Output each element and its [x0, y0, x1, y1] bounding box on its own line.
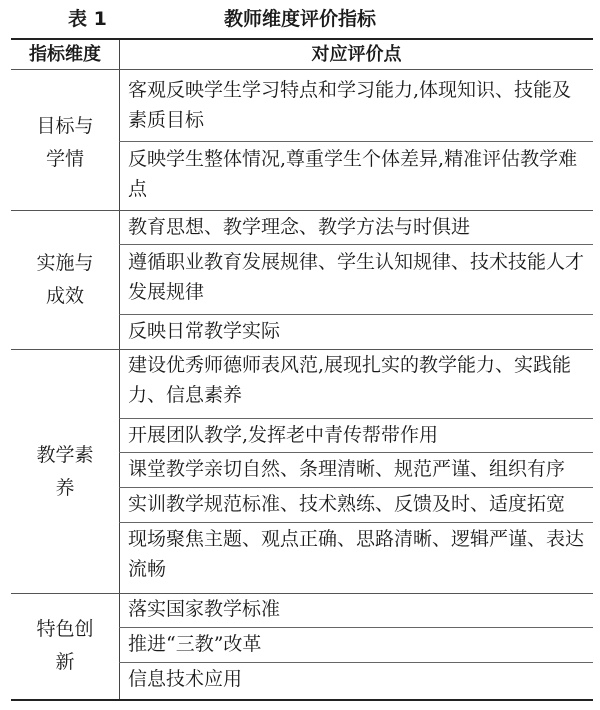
evaluation-point: 遵循职业教育发展规律、学生认知规律、技术技能人才发展规律 [128, 251, 585, 303]
row-divider [119, 627, 593, 628]
evaluation-table [11, 38, 593, 701]
dimension-label: 实施与成效 [36, 252, 94, 307]
evaluation-point: 建设优秀师德师表风范,展现扎实的教学能力、实践能力、信息素养 [128, 354, 572, 406]
evaluation-point: 反映日常教学实际 [128, 320, 281, 342]
evaluation-point: 落实国家教学标准 [128, 598, 281, 620]
header-points: 对应评价点 [311, 44, 402, 65]
table-number: 表 1 [68, 8, 107, 30]
evaluation-point: 教育思想、教学理念、教学方法与时俱进 [128, 216, 471, 238]
dimension-cell [11, 211, 119, 349]
row-divider [119, 244, 593, 245]
row-divider [119, 141, 593, 142]
evaluation-point: 开展团队教学,发挥老中青传帮带作用 [128, 424, 439, 446]
table-title: 教师维度评价指标 [223, 8, 376, 30]
dimension-label: 目标与学情 [36, 115, 94, 170]
dimension-label: 教学素养 [36, 443, 94, 499]
dimension-cell [11, 350, 119, 593]
row-divider [119, 522, 593, 523]
row-divider [119, 418, 593, 419]
evaluation-point: 现场聚焦主题、观点正确、思路清晰、逻辑严谨、表达流畅 [128, 528, 585, 580]
table-caption [0, 0, 600, 36]
dimension-cell [11, 594, 119, 698]
evaluation-point: 实训教学规范标准、技术熟练、反馈及时、适度拓宽 [128, 493, 566, 515]
dimension-cell [11, 70, 119, 216]
evaluation-point: 信息技术应用 [128, 668, 243, 690]
row-divider [119, 662, 593, 663]
dimension-label: 特色创新 [36, 618, 94, 673]
bottom-rule [11, 699, 593, 701]
header-dimension: 指标维度 [29, 44, 101, 65]
evaluation-point: 反映学生整体情况,尊重学生个体差异,精准评估教学难点 [128, 148, 578, 200]
row-divider [119, 487, 593, 488]
evaluation-point: 客观反映学生学习特点和学习能力,体现知识、技能及素质目标 [128, 79, 572, 131]
evaluation-point: 课堂教学亲切自然、条理清晰、规范严谨、组织有序 [128, 458, 566, 480]
column-divider [119, 40, 120, 699]
row-divider [119, 314, 593, 315]
row-divider [119, 452, 593, 453]
evaluation-point: 推进“三教”改革 [128, 633, 262, 655]
